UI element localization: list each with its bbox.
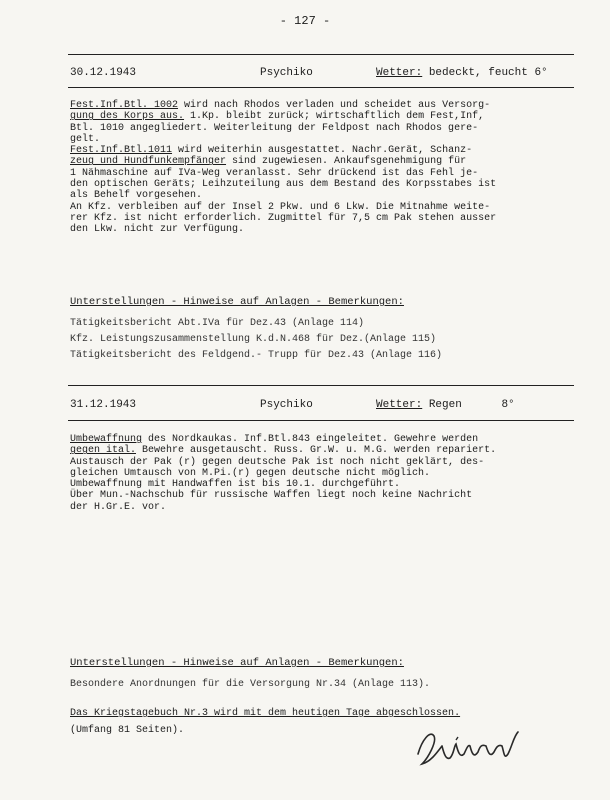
attachment-item: Tätigkeitsbericht des Feldgend.- Trupp für Dez.43 (Anlage 116) xyxy=(70,350,443,361)
body-line: Umbewaffnung des Nordkaukas. Inf.Btl.843 eingeleitet. Gewehre werden xyxy=(70,434,479,445)
handwritten-signature xyxy=(408,724,533,772)
closing-extent: (Umfang 81 Seiten). xyxy=(70,725,185,736)
weather-value: Regen 8° xyxy=(428,399,515,411)
entry-place: Psychiko xyxy=(260,399,313,411)
entry-rule xyxy=(68,385,574,386)
remarks-heading: Unterstellungen - Hinweise auf Anlagen - Bemerkungen: xyxy=(70,296,404,308)
body-line: gelt. xyxy=(70,133,101,145)
body-line: 1 Nähmaschine auf IVa-Weg veranlasst. Sehr drückend ist das Fehl je- xyxy=(70,167,479,179)
header-rule xyxy=(68,87,574,88)
entry-header-2 xyxy=(70,399,570,415)
body-line: als Behelf vorgesehen. xyxy=(70,190,203,202)
body-line: gegen ital. Bewehre ausgetauscht. Russ. Gr.W. u. M.G. werden repariert. xyxy=(70,445,497,457)
remarks-heading: Unterstellungen - Hinweise auf Anlagen - Bemerkungen: xyxy=(70,657,404,669)
body-line: der H.Gr.E. vor. xyxy=(70,501,167,513)
entry-body-2 xyxy=(70,434,574,513)
weather-label: Wetter: xyxy=(376,67,423,79)
weather-value: bedeckt, feucht 6° xyxy=(428,67,548,79)
body-line: den optischen Geräts; Leihzuteilung aus dem Bestand des Korpsstabes ist xyxy=(70,179,497,191)
attachment-item: Tätigkeitsbericht Abt.IVa für Dez.43 (Anlage 114) xyxy=(70,318,365,329)
entry-weather xyxy=(376,399,515,411)
entry-date: 31.12.1943 xyxy=(70,399,137,411)
body-line: Austausch der Pak (r) gegen deutsche Pak ist noch nicht geklärt, des- xyxy=(70,456,485,468)
body-line: Fest.Inf.Btl. 1002 wird nach Rhodos verladen und scheidet aus Versorg- xyxy=(70,100,491,111)
entry-place: Psychiko xyxy=(260,67,313,79)
top-rule xyxy=(68,54,574,55)
attachment-item: Kfz. Leistungszusammenstellung K.d.N.468 für Dez.(Anlage 115) xyxy=(70,334,437,345)
body-line: Über Mun.-Nachschub für russische Waffen liegt noch keine Nachricht xyxy=(70,490,473,502)
body-line: gleichen Umtausch von M.Pi.(r) gegen deutsche nicht möglich. xyxy=(70,467,431,479)
body-line: Fest.Inf.Btl.1011 wird weiterhin ausgestattet. Nachr.Gerät, Schanz- xyxy=(70,145,473,157)
body-line: Umbewaffnung mit Handwaffen ist bis 10.1. durchgeführt. xyxy=(70,479,401,491)
body-line: An Kfz. verbleiben auf der Insel 2 Pkw. und 6 Lkw. Die Mitnahme weite- xyxy=(70,201,491,213)
body-line: den Lkw. nicht zur Verfügung. xyxy=(70,224,245,236)
entry-body-1 xyxy=(70,100,574,236)
body-line: Btl. 1010 angegliedert. Weiterleitung der Feldpost nach Rhodos gere- xyxy=(70,122,479,134)
header-rule xyxy=(68,420,574,421)
weather-label: Wetter: xyxy=(376,399,423,411)
entry-weather xyxy=(376,67,548,79)
body-line: rer Kfz. ist nicht erforderlich. Zugmittel für 7,5 cm Pak stehen ausser xyxy=(70,212,497,224)
entry-header-1 xyxy=(70,67,570,83)
closing-statement: Das Kriegstagebuch Nr.3 wird mit dem heutigen Tage abgeschlossen. xyxy=(70,708,461,719)
body-line: gung des Korps aus. 1.Kp. bleibt zurück; wirtschaftlich dem Fest,Inf, xyxy=(70,111,485,123)
attachment-item: Besondere Anordnungen für die Versorgung Nr.34 (Anlage 113). xyxy=(70,679,431,690)
entry-date: 30.12.1943 xyxy=(70,67,137,79)
page-number: - 127 - xyxy=(279,14,331,28)
body-line: zeug und Hundfunkempfänger sind zugewiesen. Ankaufsgenehmigung für xyxy=(70,156,467,168)
